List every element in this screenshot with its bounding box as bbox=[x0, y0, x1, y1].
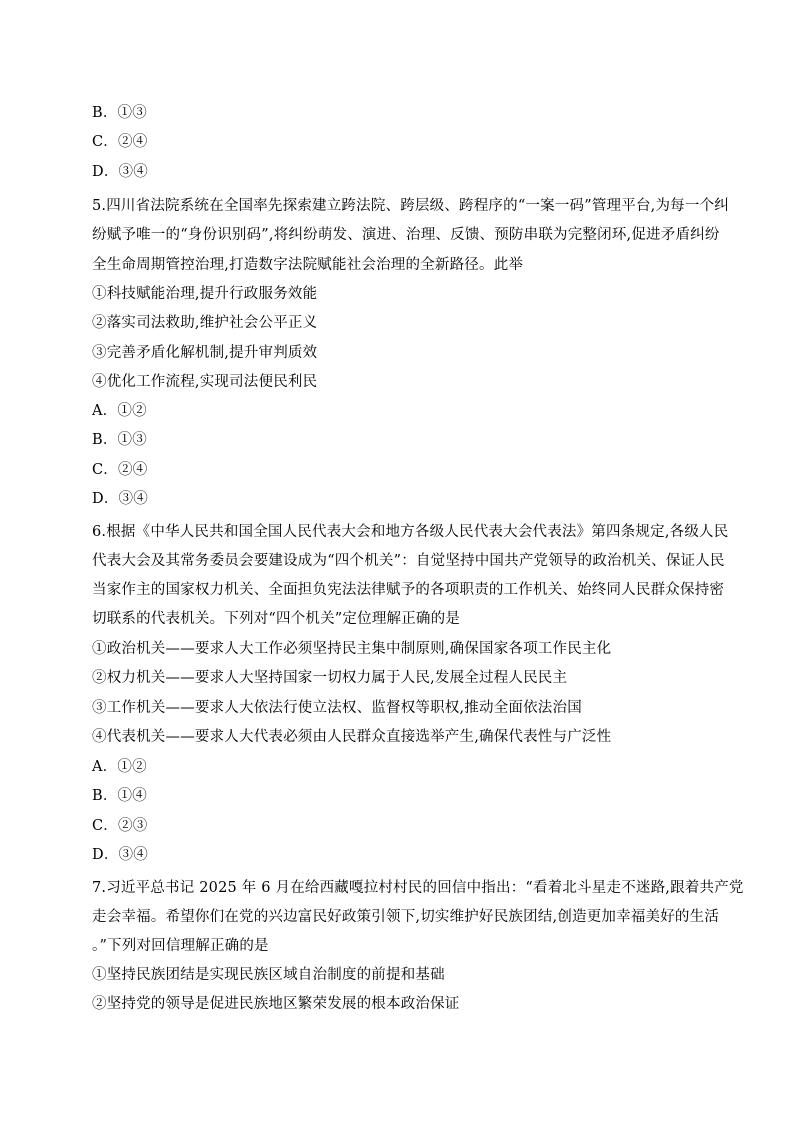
q7-statement-1: ①坚持民族团结是实现民族区域自治制度的前提和基础 bbox=[92, 967, 445, 983]
q6-statement-4: ④代表机关——要求人大代表必须由人民群众直接选举产生,确保代表性与广泛性 bbox=[92, 729, 612, 745]
q7-stem-line-3: 。”下列对回信理解正确的是 bbox=[92, 938, 269, 954]
q6-statement-2: ②权力机关——要求人大坚持国家一切权力属于人民,发展全过程人民民主 bbox=[92, 670, 568, 686]
q5-option-d: D．③④ bbox=[92, 491, 148, 507]
q6-option-a: A．①② bbox=[92, 759, 147, 775]
q7-stem-line-1: 7.习近平总书记 2025 年 6 月在给西藏嘎拉村村民的回信中指出：“看着北斗星走不迷路,跟着共产党 bbox=[92, 880, 744, 896]
q6-option-b: B．①④ bbox=[92, 788, 147, 804]
q5-stem-line-3: 全生命周期管控治理,打造数字法院赋能社会治理的全新路径。此举 bbox=[92, 257, 524, 273]
q6-statement-1: ①政治机关——要求人大工作必须坚持民主集中制原则,确保国家各项工作民主化 bbox=[92, 641, 612, 657]
q5-statement-1: ①科技赋能治理,提升行政服务效能 bbox=[92, 286, 318, 302]
q5-option-a: A．①② bbox=[92, 403, 147, 419]
q7-statement-2: ②坚持党的领导是促进民族地区繁荣发展的根本政治保证 bbox=[92, 996, 460, 1012]
q7-stem-line-2: 走会幸福。希望你们在党的兴边富民好政策引领下,切实维护好民族团结,创造更加幸福美好的生活 bbox=[92, 909, 720, 925]
q5-statement-4: ④优化工作流程,实现司法便民利民 bbox=[92, 374, 318, 390]
q4-option-c: C．②④ bbox=[92, 134, 148, 150]
q6-statement-3: ③工作机关——要求人大依法行使立法权、监督权等职权,推动全面依法治国 bbox=[92, 700, 582, 716]
q6-stem-line-2: 代表大会及其常务委员会要建设成为“四个机关”：自觉坚持中国共产党领导的政治机关、保证人民 bbox=[92, 553, 725, 569]
q5-stem-line-1: 5.四川省法院系统在全国率先探索建立跨法院、跨层级、跨程序的“一案一码”管理平台,为每一个纠 bbox=[92, 198, 729, 214]
q6-stem-line-4: 切联系的代表机关。下列对“四个机关”定位理解正确的是 bbox=[92, 611, 461, 627]
q5-stem-line-2: 纷赋予唯一的“身份识别码”,将纠纷萌发、演进、治理、反馈、预防串联为完整闭环,促进矛盾纠纷 bbox=[92, 227, 720, 243]
q6-stem-line-3: 当家作主的国家权力机关、全面担负宪法法律赋予的各项职责的工作机关、始终同人民群众保持密 bbox=[92, 582, 725, 598]
q4-option-b: B．①③ bbox=[92, 105, 147, 121]
q4-option-d: D．③④ bbox=[92, 164, 148, 180]
q5-option-b: B．①③ bbox=[92, 432, 147, 448]
q6-option-c: C．②③ bbox=[92, 818, 148, 834]
q5-option-c: C．②④ bbox=[92, 462, 148, 478]
q6-option-d: D．③④ bbox=[92, 847, 148, 863]
q5-statement-3: ③完善矛盾化解机制,提升审判质效 bbox=[92, 345, 318, 361]
q6-stem-line-1: 6.根据《中华人民共和国全国人民代表大会和地方各级人民代表大会代表法》第四条规定,各级人民 bbox=[92, 524, 729, 540]
q5-statement-2: ②落实司法救助,维护社会公平正义 bbox=[92, 315, 318, 331]
